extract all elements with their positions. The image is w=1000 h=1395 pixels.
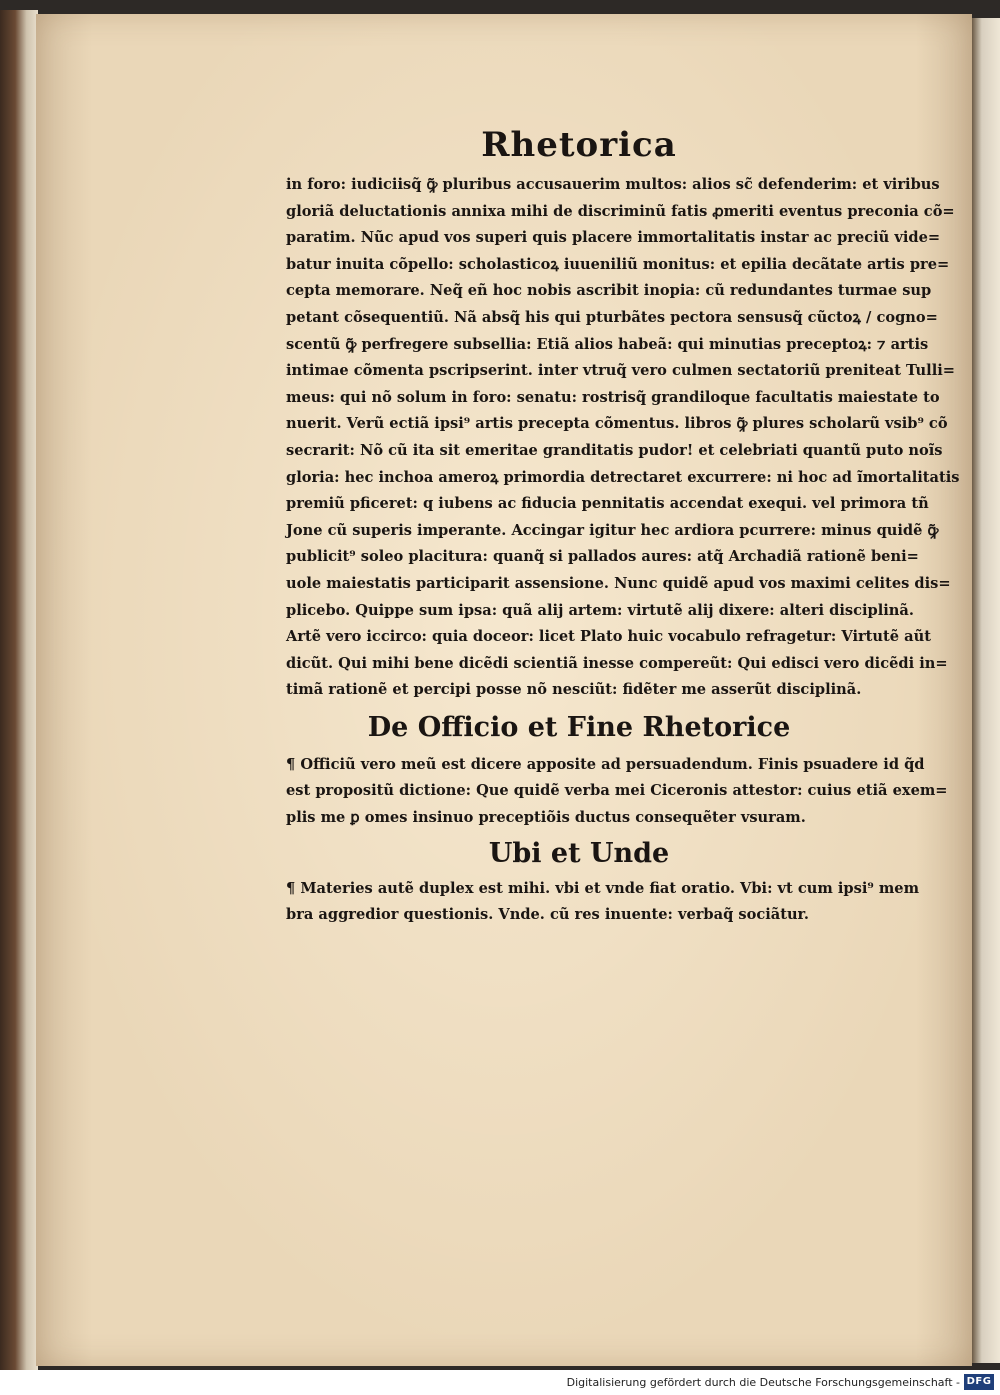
facing-page-edge (972, 18, 1000, 1363)
text-line: batur inuita cõpello: scholasticoꝝ iuueniliũ monitus: et epilia decãtate artis pre= (286, 255, 950, 273)
text-block (286, 120, 960, 929)
text-line: cepta memorare. Neq̃ eñ hoc nobis ascribit inopia: cũ redundantes turmae sup (286, 282, 932, 300)
text-line: secrarit: Nõ cũ ita sit emeritae granditatis pudor! et celebriati quantũ puto noĩs (286, 441, 943, 459)
text-line: intimae cõmenta pscripserint. inter vtruq̃ vero culmen sectatoriũ preniteat Tulli= (286, 362, 956, 380)
text-line: bra aggredior questionis. Vnde. cũ res inuente: verbaq̃ sociãtur. (286, 906, 809, 924)
text-line: ¶ Officiũ vero meũ est dicere apposite ad persuadendum. Finis psuadere id q̃d (286, 755, 925, 773)
section-text (286, 752, 948, 832)
text-line: in foro: iudiciisq̃ ꝙ̃ pluribus accusauerim multos: alios sc̃ defenderim: et viribus (286, 176, 940, 193)
text-line: plicebo. Quippe sum ipsa: quã alij artem: virtutẽ alij dixere: alteri disciplinã. (286, 601, 914, 619)
text-line: publicit⁹ soleo placitura: quanq̃ si pallados aures: atq̃ Archadiã rationẽ beni= (286, 548, 919, 566)
text-line: meus: qui nõ solum in foro: senatu: rostrisq̃ grandiloque facultatis maiestate to (286, 388, 940, 406)
text-line: premiũ pficeret: q iubens ac fiducia pennitatis accendat exequi. vel primora tñ (286, 495, 929, 513)
running-head: Rhetorica (481, 125, 677, 165)
book-binding-edge (0, 10, 38, 1370)
text-line: nuerit. Verũ ectiã ipsi⁹ artis precepta cõmentus. libros ꝙ̃ plures scholarũ vsib⁹ cõ (286, 415, 948, 433)
funding-credit: Digitalisierung gefördert durch die Deutsche Forschungsgemeinschaft - (566, 1376, 960, 1389)
text-line: gloriã deluctationis annixa mihi de discriminũ fatis ꝓmeriti eventus preconia cõ= (286, 202, 955, 220)
text-line: ¶ Materies autẽ duplex est mihi. vbi et vnde fiat oratio. Vbi: vt cum ipsi⁹ mem (286, 879, 920, 897)
text-line: petant cõsequentiũ. Nã absq̃ his qui pturbãtes pectora sensusq̃ cũctoꝝ / cogno= (286, 308, 938, 326)
text-line: uole maiestatis participarit assensione. Nunc quidẽ apud vos maximi celites dis= (286, 574, 951, 592)
text-line: Jone cũ superis imperante. Accingar igitur hec ardiora pcurrere: minus quidẽ ꝙ̃ (286, 521, 939, 539)
body-text (286, 172, 960, 704)
text-line: est propositũ dictione: Que quidẽ verba mei Ciceronis attestor: cuius etiã exem= (286, 782, 948, 800)
text-line: timã rationẽ et percipi posse nõ nesciũt: fidẽter me asserũt disciplinã. (286, 681, 862, 699)
section-heading: Ubi et Unde (488, 837, 670, 869)
text-line: gloria: hec inchoa ameroꝝ primordia detrectaret excurrere: ni hoc ad ĩmortalitatis (286, 468, 960, 486)
text-line: Artẽ vero iccirco: quia doceor: licet Plato huic vocabulo refragetur: Virtutẽ aũt (286, 628, 931, 646)
text-line: paratim. Nũc apud vos superi quis placere immortalitatis instar ac preciũ vide= (286, 229, 941, 247)
section-text (286, 876, 920, 929)
section-heading: De Officio et Fine Rhetorice (367, 711, 791, 743)
dfg-logo: DFG (964, 1374, 994, 1390)
text-line: scentũ ꝙ̃ perfregere subsellia: Etiã alios habeã: qui minutias preceptoꝝ: ⁊ artis (286, 335, 929, 353)
text-line: dicũt. Qui mihi bene dicẽdi scientiã inesse compereũt: Qui edisci vero dicẽdi in= (286, 654, 948, 672)
text-line: plis me ꝑ omes insinuo preceptiõis ductus consequẽter vsuram. (286, 809, 806, 827)
